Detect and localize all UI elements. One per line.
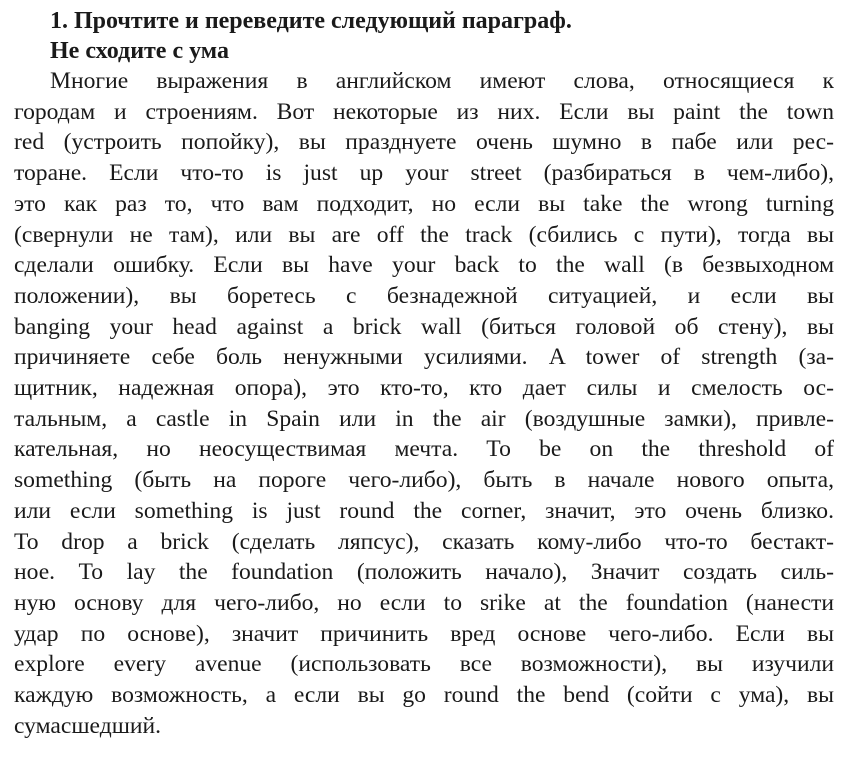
document-page (14, 6, 834, 768)
paragraph-body (14, 66, 834, 741)
paragraph-line: To drop a brick (сделать ляпсус), сказать кому-либо что-то бестакт- (14, 528, 834, 555)
paragraph-line: Многие выражения в английском имеют слова, относящиеся к (50, 68, 834, 94)
paragraph-line: это как раз то, что вам подходит, но если вы take the wrong turning (14, 190, 834, 217)
paragraph-title: Не сходите с ума (50, 38, 229, 64)
paragraph-line: red (устроить попойку), вы празднуете очень шумно в пабе или рес- (14, 129, 834, 156)
paragraph-line: кательная, но неосуществимая мечта. To be on the threshold of (14, 436, 834, 463)
paragraph-line: (свернули не там), или вы are off the track (сбились с пути), тогда вы (14, 221, 834, 248)
paragraph-line: ную основу для чего-либо, но если to srike at the foundation (нанести (14, 589, 834, 616)
paragraph-line: banging your head against a brick wall (биться головой об стену), вы (14, 313, 834, 340)
paragraph-line: или если something is just round the corner, значит, это очень близко. (14, 497, 834, 524)
paragraph-line: explore every avenue (использовать все возможности), вы изучили (14, 651, 834, 678)
paragraph-line: каждую возможность, а если вы go round the bend (сойти с ума), вы (14, 682, 834, 709)
paragraph-line: тальным, a castle in Spain или in the air (воздушные замки), привле- (14, 405, 834, 432)
paragraph-line: сумасшедший. (14, 712, 162, 739)
exercise-title: 1. Прочтите и переведите следующий параграф. (50, 8, 572, 34)
paragraph-line: причиняете себе боль ненужными усилиями. A tower of strength (за- (14, 344, 834, 371)
paragraph-line: удар по основе), значит причинить вред основе чего-либо. Если вы (14, 620, 834, 647)
paragraph-line: ное. To lay the foundation (положить начало), Значит создать силь- (14, 559, 834, 586)
paragraph-line: щитник, надежная опора), это кто-то, кто дает силы и смелость ос- (14, 375, 834, 402)
paragraph-line: сделали ошибку. Если вы have your back to the wall (в безвыходном (14, 252, 834, 279)
paragraph-line: городам и строениям. Вот некоторые из них. Если вы paint the town (14, 98, 834, 125)
paragraph-line: something (быть на пороге чего-либо), быть в начале нового опыта, (14, 467, 834, 494)
paragraph-line: положении), вы боретесь с безнадежной ситуацией, и если вы (14, 282, 834, 309)
paragraph-line: торане. Если что-то is just up your street (разбираться в чем-либо), (14, 160, 834, 187)
